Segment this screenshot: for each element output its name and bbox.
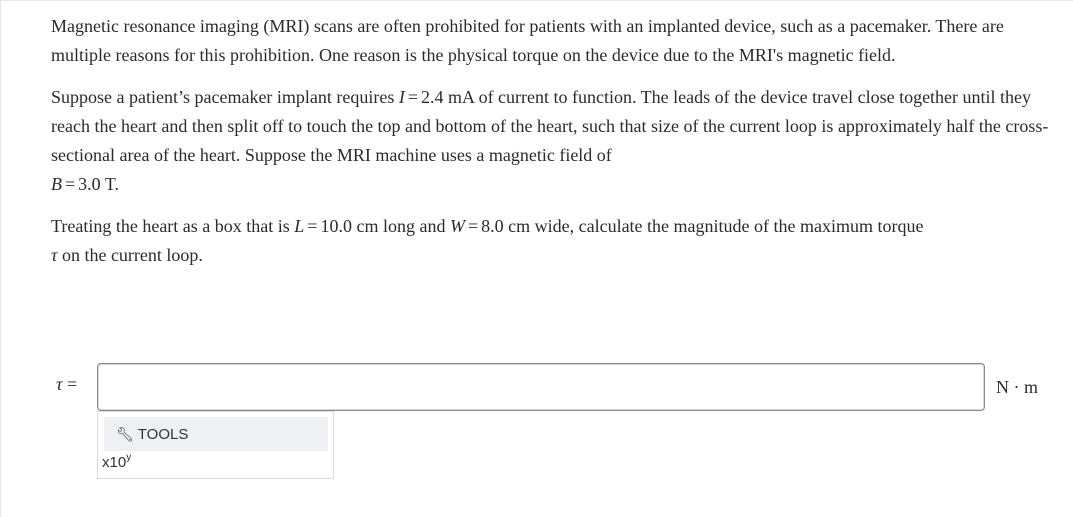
equals-sign: = [467, 216, 479, 236]
tools-button[interactable] [104, 417, 328, 451]
torque-symbol: τ [51, 245, 58, 265]
question-text [51, 12, 1051, 283]
field-symbol: B [51, 174, 62, 194]
unit-label: N · m [996, 377, 1038, 397]
equals-sign: = [407, 87, 419, 107]
answer-input[interactable] [97, 363, 985, 411]
length-symbol: L [294, 216, 305, 236]
question-paragraph-2: Suppose a patient’s pacemaker implant requires I = 2.4 mA of current to function. The leads of the device travel close together until they reach the heart and then split off to touch the top and bottom of the heart, such that size of the current loop is approximately half the cross-sectional area of the heart. Suppose the MRI machine uses a magnetic field of B = 3.0 T. [51, 87, 1049, 194]
scientific-notation-button[interactable]: x10$^y$ [102, 452, 132, 471]
field-value: 3.0 T [78, 174, 115, 194]
wrench-icon: 🔧︎ [116, 425, 134, 442]
length-value: 10.0 cm [320, 216, 379, 236]
question-paragraph-3: Treating the heart as a box that is L = 10.0 cm long and W = 8.0 cm wide, calculate the magnitude of the maximum torque τ on the current loop. [51, 216, 924, 265]
answer-label: τ = [56, 374, 78, 394]
tools-label: TOOLS [137, 425, 189, 443]
equals-sign: = [65, 174, 76, 194]
current-symbol: I [398, 87, 405, 107]
equals-sign: = [307, 216, 318, 236]
current-value: 2.4 mA [421, 87, 475, 107]
question-paragraph-1: Magnetic resonance imaging (MRI) scans are often prohibited for patients with an implanted device, such as a pacemaker. There are multiple reasons for this prohibition. One reason is the physical torque on the device due to the MRI's magnetic field. [51, 16, 1004, 65]
tools-panel [97, 411, 334, 479]
width-value: 8.0 cm [481, 216, 531, 236]
width-symbol: W [449, 216, 465, 236]
